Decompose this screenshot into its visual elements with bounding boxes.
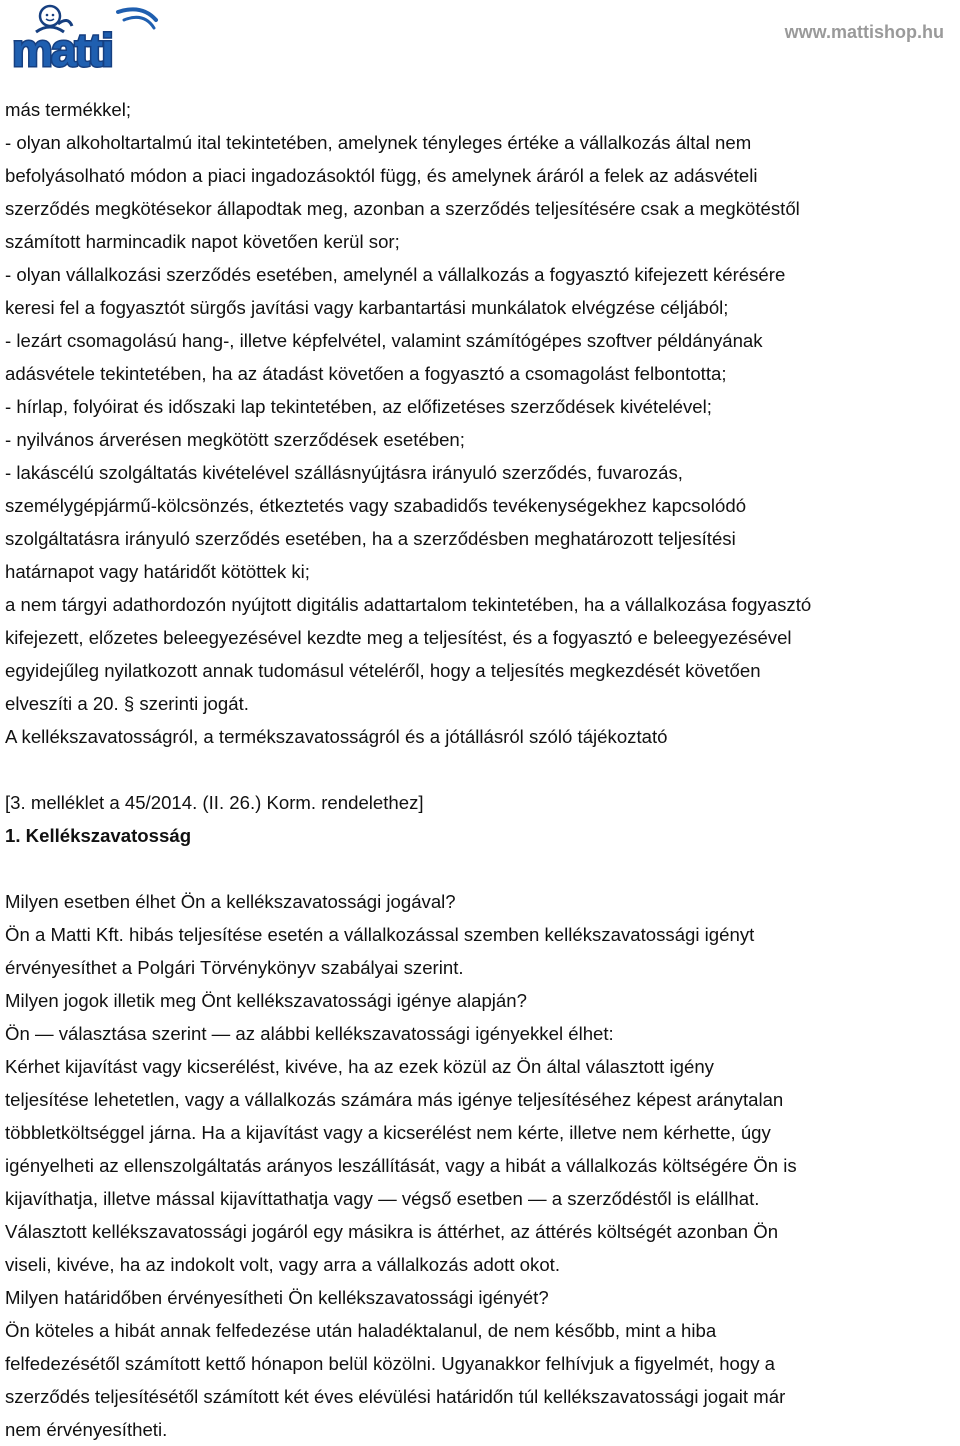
text-line: - olyan vállalkozási szerződés esetében, amelynél a vállalkozás a fogyasztó kifejezett kérésére — [5, 264, 786, 285]
text-line: felfedezésétől számított kettő hónapon belül közölni. Ugyanakkor felhívjuk a figyelmét, hogy a — [5, 1353, 776, 1374]
text-line: érvényesíthet a Polgári Törvénykönyv szabályai szerint. — [5, 957, 464, 978]
text-line: Ön a Matti Kft. hibás teljesítése esetén a vállalkozással szemben kellékszavatossági igényt — [5, 924, 755, 945]
text-line: Ön — választása szerint — az alábbi kellékszavatossági igényekkel élhet: — [5, 1023, 614, 1044]
text-line: határnapot vagy határidőt kötöttek ki; — [5, 561, 310, 582]
text-line: Választott kellékszavatossági jogáról egy másikra is áttérhet, az áttérés költségét azonban Ön — [5, 1221, 779, 1242]
text-line: - lakáscélú szolgáltatás kivételével szállásnyújtásra irányuló szerződés, fuvarozás, — [5, 462, 683, 483]
text-line: - olyan alkoholtartalmú ital tekintetében, amelynek tényleges értéke a vállalkozás által nem — [5, 132, 752, 153]
text-line: teljesítése lehetetlen, vagy a vállalkozás számára más igénye teljesítéséhez képest aránytalan — [5, 1089, 784, 1110]
section-heading: 1. Kellékszavatosság — [5, 825, 192, 846]
text-line: számított harmincadik napot követően kerül sor; — [5, 231, 400, 252]
text-line: - hírlap, folyóirat és időszaki lap tekintetében, az előfizetéses szerződések kivételével; — [5, 396, 712, 417]
text-line: többletköltséggel járna. Ha a kijavítást vagy a kicserélést nem kérte, illetve nem kérhette, úgy — [5, 1122, 771, 1143]
text-line: elveszíti a 20. § szerinti jogát. — [5, 693, 249, 714]
blank-line — [5, 753, 957, 786]
blank-line — [5, 852, 957, 885]
text-line: keresi fel a fogyasztót sürgős javítási vagy karbantartási munkálatok elvégzése céljából; — [5, 297, 729, 318]
text-line: Ön köteles a hibát annak felfedezése után haladéktalanul, de nem később, mint a hiba — [5, 1320, 717, 1341]
text-line: szerződés megkötésekor állapodtak meg, azonban a szerződés teljesítésére csak a megkötéstől — [5, 198, 800, 219]
text-line: - lezárt csomagolású hang-, illetve képfelvétel, valamint számítógépes szoftver példányának — [5, 330, 763, 351]
text-line: Milyen esetben élhet Ön a kellékszavatossági jogával? — [5, 891, 456, 912]
text-line: igényelheti az ellenszolgáltatás arányos leszállítását, vagy a hibát a vállalkozás költségére Ön is — [5, 1155, 797, 1176]
text-line: egyidejűleg nyilatkozott annak tudomásul vételéről, hogy a teljesítés megkezdését követően — [5, 660, 761, 681]
text-line: viseli, kivéve, ha az indokolt volt, vagy arra a vállalkozás adott okot. — [5, 1254, 560, 1275]
text-line: személygépjármű-kölcsönzés, étkeztetés vagy szabadidős tevékenységekhez kapcsolódó — [5, 495, 747, 516]
text-line: Kérhet kijavítást vagy kicserélést, kivéve, ha az ezek közül az Ön által választott igény — [5, 1056, 714, 1077]
text-line: befolyásolható módon a piaci ingadozásoktól függ, és amelynek áráról a felek az adásvételi — [5, 165, 758, 186]
matti-logo — [6, 2, 162, 74]
text-line: - nyilvános árverésen megkötött szerződések esetében; — [5, 429, 465, 450]
text-line: a nem tárgyi adathordozón nyújtott digitális adattartalom tekintetében, ha a vállalkozása fogyasztó — [5, 594, 812, 615]
text-line: Milyen jogok illetik meg Önt kellékszavatossági igénye alapján? — [5, 990, 527, 1011]
text-line: adásvétele tekintetében, ha az átadást követően a fogyasztó a csomagolást felbontotta; — [5, 363, 727, 384]
text-line: más termékkel; — [5, 99, 132, 120]
text-line: [3. melléklet a 45/2014. (II. 26.) Korm. rendelethez] — [5, 792, 424, 813]
text-line: A kellékszavatosságról, a termékszavatosságról és a jótállásról szóló tájékoztató — [5, 726, 668, 747]
svg-text:matti: matti — [12, 24, 112, 74]
text-line: szerződés teljesítésétől számított két éves elévülési határidőn túl kellékszavatossági jogait már — [5, 1386, 786, 1407]
text-line: szolgáltatásra irányuló szerződés esetében, ha a szerződésben meghatározott teljesítési — [5, 528, 736, 549]
text-line: kifejezett, előzetes beleegyezésével kezdte meg a teljesítést, és a fogyasztó e beleegyezésével — [5, 627, 792, 648]
text-line: nem érvényesítheti. — [5, 1419, 168, 1440]
document-body — [5, 93, 957, 1446]
page-header — [0, 0, 960, 80]
site-url[interactable]: www.mattishop.hu — [784, 22, 944, 42]
text-line: Milyen határidőben érvényesítheti Ön kellékszavatossági igényét? — [5, 1287, 549, 1308]
text-line: kijavíthatja, illetve mással kijavíttathatja vagy — végső esetben — a szerződéstől is elállhat. — [5, 1188, 760, 1209]
